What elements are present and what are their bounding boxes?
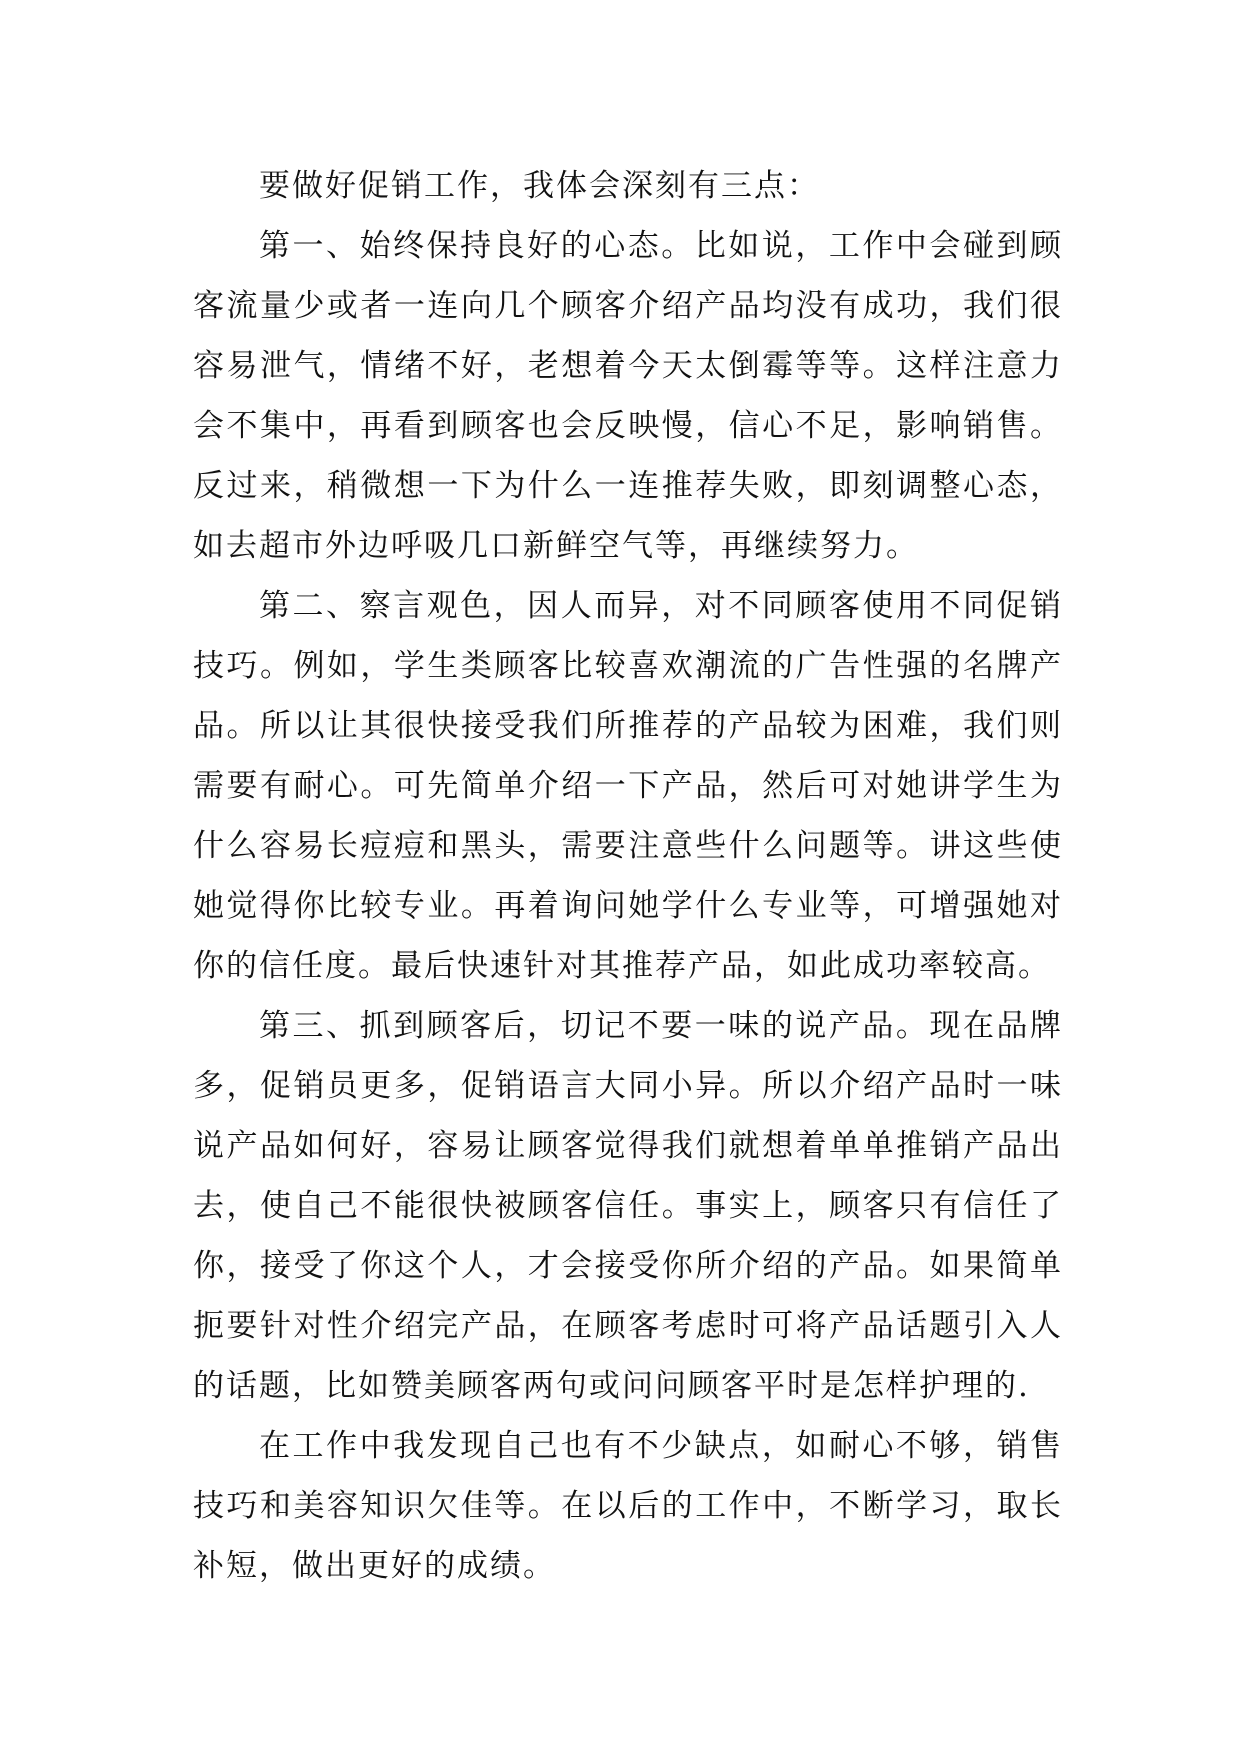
paragraph-point-three: 第三、抓到顾客后，切记不要一味的说产品。现在品牌多，促销员更多，促销语言大同小异。所以介绍产品时一味说产品如何好，容易让顾客觉得我们就想着单单推销产品出去，使自己不能很快被顾客信任。事实上，顾客只有信任了你，接受了你这个人，才会接受你所介绍的产品。如果简单扼要针对性介绍完产品，在顾客考虑时可将产品话题引入人的话题，比如赞美顾客两句或问问顾客平时是怎样护理的.	[193, 1008, 1063, 1404]
document-body	[193, 156, 1063, 1596]
paragraph-point-two: 第二、察言观色，因人而异，对不同顾客使用不同促销技巧。例如，学生类顾客比较喜欢潮流的广告性强的名牌产品。所以让其很快接受我们所推荐的产品较为困难，我们则需要有耐心。可先简单介绍一下产品，然后可对她讲学生为什么容易长痘痘和黑头，需要注意些什么问题等。讲这些使她觉得你比较专业。再着询问她学什么专业等，可增强她对你的信任度。最后快速针对其推荐产品，如此成功率较高。	[193, 588, 1063, 984]
paragraph-intro: 要做好促销工作，我体会深刻有三点：	[259, 168, 820, 204]
paragraph-point-one: 第一、始终保持良好的心态。比如说，工作中会碰到顾客流量少或者一连向几个顾客介绍产品均没有成功，我们很容易泄气，情绪不好，老想着今天太倒霉等等。这样注意力会不集中，再看到顾客也会反映慢，信心不足，影响销售。反过来，稍微想一下为什么一连推荐失败，即刻调整心态，如去超市外边呼吸几口新鲜空气等，再继续努力。	[193, 228, 1063, 564]
paragraph-conclusion: 在工作中我发现自己也有不少缺点，如耐心不够，销售技巧和美容知识欠佳等。在以后的工作中，不断学习，取长补短，做出更好的成绩。	[193, 1428, 1063, 1584]
